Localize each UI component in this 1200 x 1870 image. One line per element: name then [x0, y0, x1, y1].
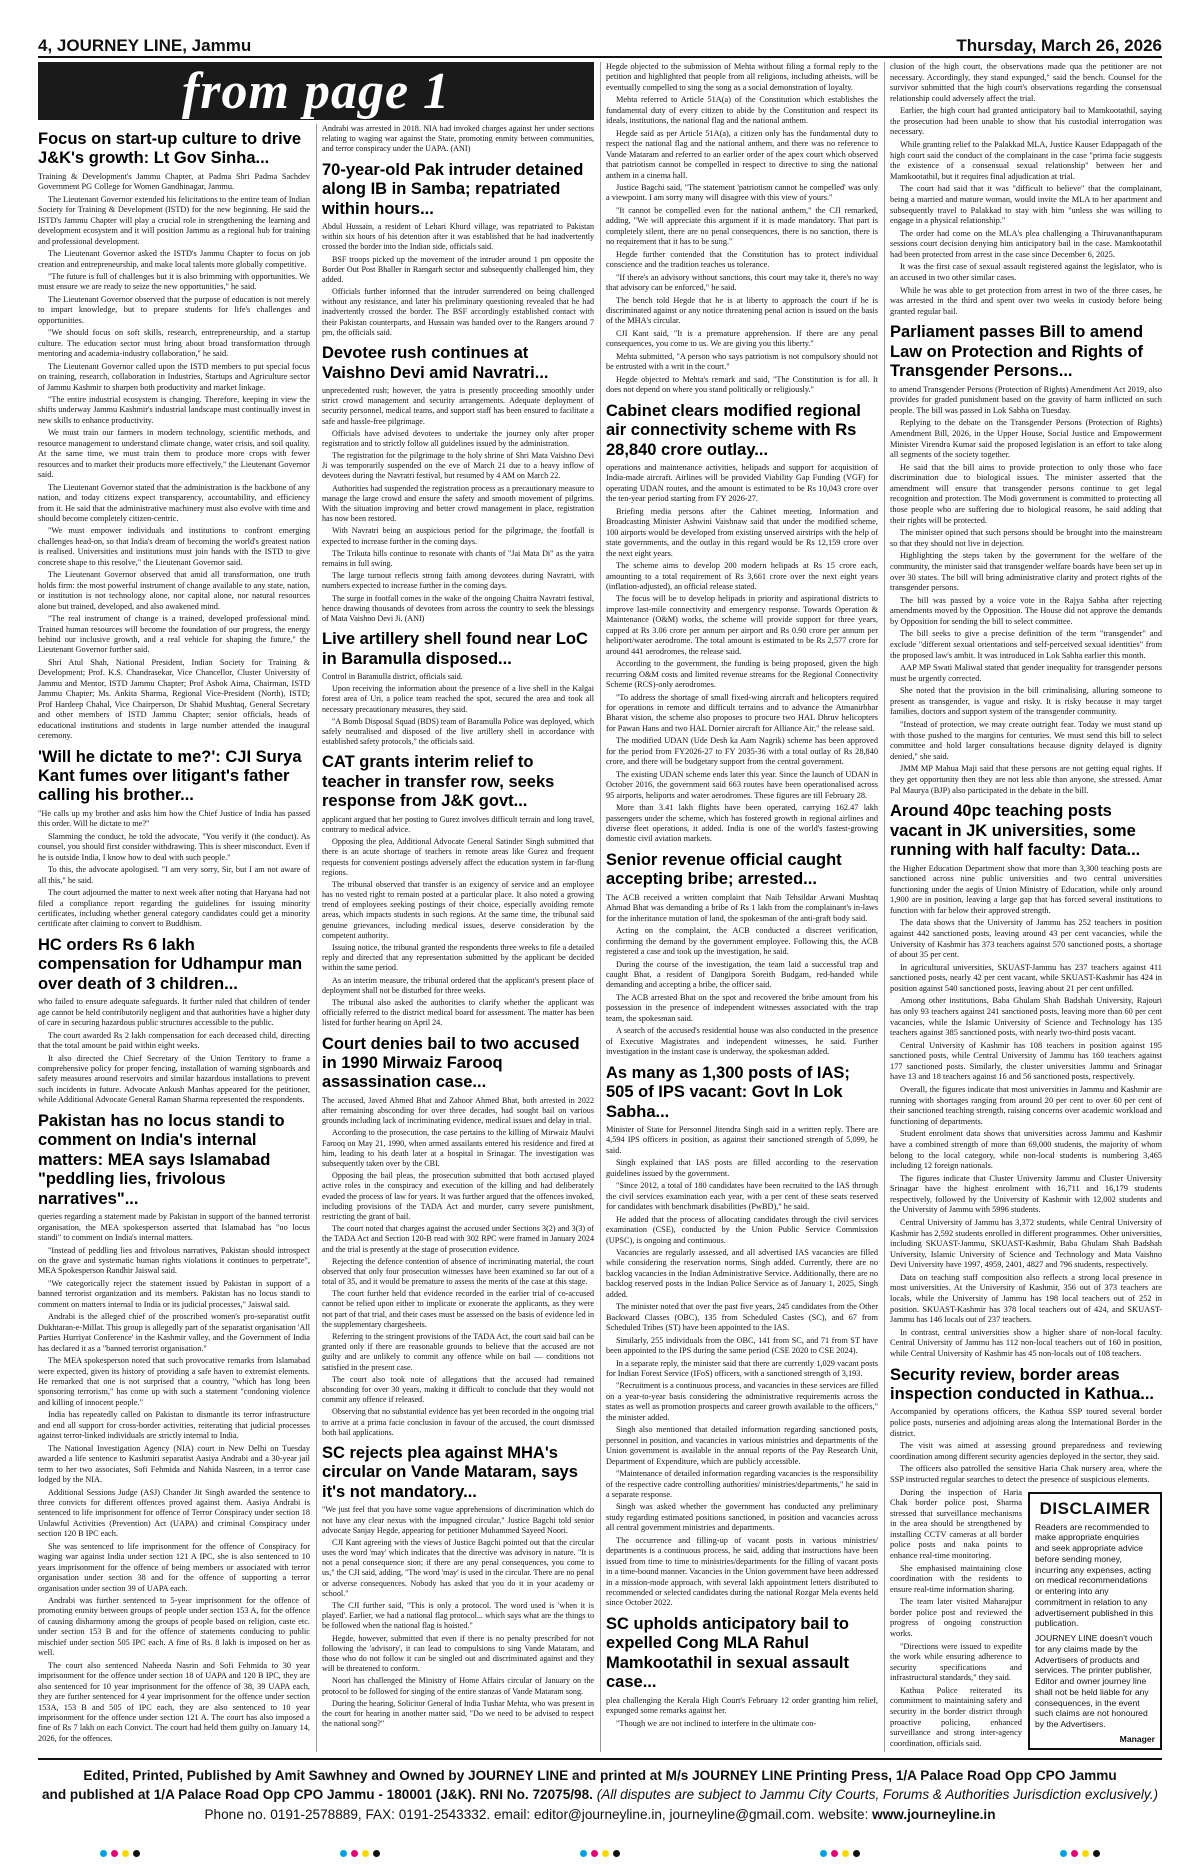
article-paragraph: The court also sentenced Naheeda Nasrin and Sofi Fehmida to 30 year imprisonment for the offence under section 18 of UAPA and 120 B IPC, they are also sentenced for 10 year imprisonment for the offence of 38, 39 UAPA each, they are further sentenced for 4 year imprisonment for the offence under section 153A, 153 B and 505 of IPC each, they are also sentenced to 10 year imprisonment for the offence under section 121 A. The court has also imposed a fine of Rs 7 lakh on each Convict. The court had held them guilty on January 14, 2026, for the offences.	[38, 1660, 310, 1743]
article-paragraph: The existing UDAN scheme ends later this year. Since the launch of UDAN in October 2016, the government said 663 routes have been operationalised across 95 airports, heliports and water aerodromes. These figures are till February 28.	[606, 769, 878, 800]
imprint-publisher: Edited, Printed, Published by Amit Sawhney and Owned by JOURNEY LINE and printed at M/s JOURNEY LINE Printing Press, 1/A Palace Road Opp CPO Jammu	[83, 1768, 1117, 1783]
article-paragraph: Briefing media persons after the Cabinet meeting, Information and Broadcasting Minister Ashwini Vaishnaw said that under the modified scheme, 100 airports would be developed from existing unserved airstrips with the help of state governments, and the outlay in this regard would be Rs 12,159 crore over the next eight years.	[606, 506, 878, 558]
article-paragraph: A search of the accused's residential house was also conducted in the presence of Executive Magistrates and independent witnesses, he said. Further investigation in the instant case is underway, the spokesman added.	[606, 1026, 878, 1057]
disclaimer-box	[1028, 1492, 1162, 1751]
article-paragraph: She emphasised maintaining close coordination with the residents to ensure real-time information sharing.	[890, 1563, 1022, 1594]
reg-mark-set	[340, 1850, 380, 1857]
article-headline: Senior revenue official caught accepting bribe; arrested...	[606, 850, 842, 889]
article-revenue-bribe	[606, 851, 878, 1058]
article-paragraph: plea challenging the Kerala High Court's February 12 order granting him relief, expunged some remarks against her.	[606, 1695, 878, 1716]
column-3	[606, 62, 878, 1752]
article-paragraph: The MEA spokesperson noted that such provocative remarks from Islamabad were expected, given its history of providing a safe haven to extremist elements. He remarked that one is not surprised that a country, "which has long been sponsoring terrorism," has come up with such a statement "condoning violence and killing of innocent people."	[38, 1356, 310, 1407]
article-paragraph: The Lieutenant Governor observed that amid all transformation, one truth holds firm: the most powerful instrument of change available to any state, nation, or institution is not technology alone, nor capital alone, nor natural resources alone but trained, developed, and also awakened mind.	[38, 570, 310, 611]
article-paragraph: Authorities had suspended the registration process as a precautionary measure to manage the large crowd and ensure the safety and smooth movement of pilgrims. With the situation improving and better crowd management in place, registration has now been restored.	[322, 483, 594, 524]
article-paragraph: operations and maintenance activities, helipads and support for acquisition of India-made aircraft. Airlines will be provided Viability Gap Funding (VGF) for operating UDAN routes, and the amount is estimated to be Rs 10,043 crore over the ten-year period starting from FY 2026-27.	[606, 463, 878, 504]
article-paragraph: "We categorically reject the statement issued by Pakistan in support of a banned terrorist organization and its members. Pakistan has no locus standi to comment on matters internal to India or its judicial processes," Jaiswal said.	[38, 1278, 310, 1309]
reg-dot-black	[613, 1850, 620, 1857]
disclaimer-text: Readers are recommended to make appropriate enquiries and seek appropriate advice before sending money, incurring any expenses, acting on medical recommendations or entering into any commitment in relation to any advertisement published in this publication.	[1035, 1521, 1153, 1629]
article-paragraph: "Recruitment is a continuous process, and vacancies in these services are filled on a year-to-year basis considering the administrative requirements across the states as well as promotion prospects and career growth available to the officers," the minister added.	[606, 1381, 878, 1422]
reg-mark-set	[100, 1850, 140, 1857]
disclaimer-text: JOURNEY LINE doesn't vouch for any claims made by the Advertisers of products and services. The printer publisher, Editor and owner journey line shall not be held liable for any consequences, in the event such claims are not honoured by the Advertisers.	[1035, 1633, 1153, 1729]
article-paragraph: The court adjourned the matter to next week after noting that Haryana had not filed a compliance report regarding the guidelines for issuing minority certificates, including whether general category candidates could get a minority certificate after claiming to convert to Buddhism.	[38, 888, 310, 929]
article-headline: 70-year-old Pak intruder detained along IB in Samba; repatriated within hours...	[322, 160, 584, 218]
imprint-contact: Phone no. 0191-2578889, FAX: 0191-2543332. email: editor@journeyline.in, journeyline@gmail.com. website:	[204, 1806, 869, 1822]
article-paragraph: He added that the process of allocating candidates through the civil services examination (CSE), conducted by the Union Public Service Commission (UPSC), is ongoing and continuous.	[606, 1214, 878, 1245]
article-paragraph: Vacancies are regularly assessed, and all advertised IAS vacancies are filled while considering the reservation norms, Singh added. Currently, there are no backlog vacancies in the Indian Administrative Service. Additionally, there are no backlog reserved posts in the Indian Police Service as of January 1, 2025, Singh added.	[606, 1247, 878, 1299]
article-paragraph: Hegde further contended that the Constitution has to protect individual conscience and the tradition teaches us tolerance.	[606, 249, 878, 270]
article-headline: Pakistan has no locus standi to comment on India's internal matters: MEA says Islamabad "peddling lies, frivolous narratives"...	[38, 1111, 285, 1208]
section-banner: from page 1	[38, 62, 594, 120]
article-paragraph: "We should focus on soft skills, research, entrepreneurship, and a startup culture. The education sector must bring about broad transformation through mentoring and academia-industry collaboration," he said.	[38, 328, 310, 359]
article-vaishno-devi	[322, 344, 594, 624]
article-paragraph: It was the first case of sexual assault registered against the legislator, who is an accused in two other similar cases.	[890, 262, 1162, 282]
article-paragraph: Upon receiving the information about the presence of a live shell in the Kalgai forest area of Uri, a police team reached the spot, secured the area and took all necessary precautionary measures, they said.	[322, 684, 594, 714]
article-paragraph: In a separate reply, the minister said that there are currently 1,029 vacant posts for Indian Forest Service (IFoS) officers, with a sanctioned strength of 3,193.	[606, 1358, 878, 1378]
reg-dot-magenta	[831, 1850, 838, 1857]
article-paragraph: India has repeatedly called on Pakistan to dismantle its terror infrastructure and end all support for cross-border activities, reiterating that judicial processes against terror-linked individuals are strictly internal to India.	[38, 1410, 310, 1441]
article-lt-gov-startup	[38, 130, 310, 742]
article-paragraph: The data shows that the University of Jammu has 252 teachers in position against 442 sanctioned posts, leaving around 43 per cent vacancies, while the University of Kashmir has 373 teachers against 570 sanctioned posts, a shortage of about 35 per cent.	[890, 918, 1162, 960]
article-paragraph: The court further held that evidence recorded in the earlier trial of co-accused cannot be relied upon either to implicate or exonerate the applicants, as they were not part of that trial, and their cases must be assessed on the basis of evidence led in the supplementary chargesheets.	[322, 1289, 594, 1329]
article-paragraph: The occurrence and filling-up of vacant posts in various ministries/ departments is a continuous process, he said, adding that instructions have been issued from time to time to ministries/departments for the filling of vacant posts in a time-bound manner. Vacancies in the Union government have been addressed in a mission-mode approach, with several lakh appointment letters distributed to recommended or selected candidates during the national Rozgar Mela events held since October 2022.	[606, 1535, 878, 1608]
article-paragraph: Central University of Jammu has 3,372 students, while Central University of Kashmir has 2,592 students enrolled in different programmes. Other universities, including SKUAST-Jammu, SKUAST-Kashmir, Baba Ghulam Shah Badshah University, Islamic University of Science and Technology and Mata Vaishno Devi University have 1997, 4959, 2401, 4827 and 796 students, respectively.	[890, 1218, 1162, 1270]
article-paragraph: Similarly, 255 individuals from the OBC, 141 from SC, and 71 from ST have been appointed to the IPS during the same period (CSE 2020 to CSE 2024).	[606, 1335, 878, 1356]
imprint-jurisdiction: (All disputes are subject to Jammu City Courts, Forums & Authorities Jurisdiction exclusively.)	[596, 1787, 1159, 1803]
article-paragraph: Slamming the conduct, he told the advocate, "You verify it (the conduct). As counsel, you should first consider withdrawing. This is sheer misconduct. Even if he is outside India, I know how to deal with such people."	[38, 831, 310, 862]
article-headline: 'Will he dictate to me?': CJI Surya Kant fumes over litigant's father calling his brother...	[38, 747, 302, 805]
article-paragraph: The Lieutenant Governor asked the ISTD's Jammu Chapter to focus on job creation and entrepreneurship, and make local talents more globally competitive.	[38, 249, 310, 269]
article-paragraph: The registration for the pilgrimage to the holy shrine of Shri Mata Vaishno Devi Ji was temporarily suspended on the eve of March 21 due to a heavy inflow of devotees during the Navratri festival, but resumed by 4 AM on March 22.	[322, 451, 594, 481]
disclaimer-title: DISCLAIMER	[1039, 1498, 1151, 1518]
reg-dot-magenta	[111, 1850, 118, 1857]
article-paragraph: BSF troops picked up the movement of the intruder around 1 pm opposite the Border Out Post Bhaller in Ramgarh sector and subsequently challenged him, they added.	[322, 254, 594, 284]
reg-dot-black	[1093, 1850, 1100, 1857]
article-headline: CAT grants interim relief to teacher in transfer row, seeks response from J&K govt...	[322, 753, 555, 811]
article-paragraph: During the inspection of Haria Chak border police post, Sharma stressed that surveillance mechanisms in the area should be strengthened by installing CCTV cameras at all border police posts and naka points to enhance real-time monitoring.	[890, 1487, 1022, 1560]
article-mea-pakistan	[38, 1112, 310, 1745]
reg-dot-cyan	[100, 1850, 107, 1857]
article-paragraph: The Lieutenant Governor called upon the ISTD members to put special focus on training, research, collaboration in Industries, Startups and Agriculture sector of Jammu Kashmir to sharpen both productivity and market linkage.	[38, 361, 310, 392]
column-rule	[884, 62, 885, 1752]
reg-mark-set	[1060, 1850, 1100, 1857]
article-paragraph: The minister noted that over the past five years, 245 candidates from the Other Backward Classes (OBC), 135 from Scheduled Castes (SC), and 67 from Scheduled Tribes (ST) have been appointed to the IAS.	[606, 1302, 878, 1333]
article-paragraph: Officials have advised devotees to undertake the journey only after proper registration and to strictly follow all guidelines issued by the administration.	[322, 428, 594, 448]
article-paragraph: Observing that no substantial evidence has yet been recorded in the ongoing trial to arrive at a prima facie conclusion in favour of the accused, the court dismissed both bail applications.	[322, 1407, 594, 1437]
article-hc-compensation	[38, 936, 310, 1106]
article-transgender-bill	[890, 323, 1162, 796]
article-vande-mataram-continued	[606, 62, 878, 396]
article-cat-relief	[322, 753, 594, 1028]
article-paragraph: "He calls up my brother and asks him how the Chief Justice of India has passed this order. Will he dictate to me?"	[38, 808, 310, 829]
article-paragraph: "Instead of peddling lies and frivolous narratives, Pakistan should introspect on the grave and systematic human rights violations it continues to perpetrate", MEA Spokesperson Randhir Jaiswal said.	[38, 1245, 310, 1276]
article-paragraph: Training & Development's Jammu Chapter, at Padma Shri Padma Sachdev Government PG College for Women Gandhinagar, Jammu.	[38, 171, 310, 192]
reg-dot-cyan	[340, 1850, 347, 1857]
article-paragraph: It also directed the Chief Secretary of the Union Territory to frame a comprehensive policy for proper fencing, installation of warning signboards and safety measures around reservoirs and similar hazardous installations to prevent such incidents in future. Advocate Ankush Manhas appeared for the petitioner, while Additional Advocate General Raman Sharma represented the respondents.	[38, 1053, 310, 1105]
article-headline: SC rejects plea against MHA's circular on Vande Mataram, says it's not mandatory...	[322, 1443, 578, 1501]
article-paragraph: CJI Kant agreeing with the views of Justice Bagchi pointed out that the circular uses the word 'may' which indicates that the directive was advisory in nature. "It is not a penal consequence sion; if there are any penal consequences, you come to us," the CJI said, adding, "The word 'may' is used in the circular. There are no penal or adverse consequences. Nobody has asked that you do it in your academy or school."	[322, 1537, 594, 1598]
article-paragraph: The court had said that it was "difficult to believe" that the complainant, being a married and mature woman, would invite the MLA to her apartment and subsequently travel to Palakkad to stay with him "unless she was willing to engage in a physical relationship."	[890, 184, 1162, 226]
article-headline: Security review, border areas inspection conducted in Kathua...	[890, 1365, 1155, 1403]
article-paragraph: The ACB received a written complaint that Naib Tehsildar Arwani Mushtaq Ahmad Bhat was demanding a bribe of Rs 1 lakh from the complainant's in-laws for the inheritance mutation of land, the spokesman of the anti-graft body said.	[606, 892, 878, 923]
article-cji-fumes	[38, 748, 310, 930]
column-1	[38, 124, 310, 1752]
article-paragraph: who failed to ensure adequate safeguards. It further ruled that children of tender age cannot be held contributorily negligent and that authorities have a higher duty of care in securing hazardous public structures accessible to the public.	[38, 997, 310, 1028]
article-paragraph: clusion of the high court, the observations made qua the petitioner are not necessary. Accordingly, they stand expunged," said the bench. Counsel for the survivor submitted that the high court's observations regarding the consensual relationship could adversely affect the trial.	[890, 62, 1162, 103]
article-paragraph: CJI Kant said, "It is a premature apprehension. If there are any penal consequences, you come to us. We are giving you this liberty."	[606, 328, 878, 349]
article-paragraph: Referring to the stringent provisions of the TADA Act, the court said bail can be granted only if there are reasonable grounds to believe that the accused are not guilty and are unlikely to commit any offence while on bail — conditions not satisfied in the present case.	[322, 1332, 594, 1372]
reg-dot-cyan	[820, 1850, 827, 1857]
article-paragraph: In contrast, central universities show a higher share of non-local faculty. Central University of Jammu has 112 non-local teachers out of 160 in position, while Central University of Kashmir has 45 non-locals out of 108 teachers.	[890, 1327, 1162, 1358]
article-mamkootathil-bail	[606, 1615, 878, 1729]
article-paragraph: According to the prosecution, the case pertains to the killing of Mirwaiz Maulvi Farooq on May 21, 1990, when armed assailants entered his residence and fired at him, leading to his death later at a hospital in Srinagar. The investigation was subsequently taken over by the CBI.	[322, 1128, 594, 1169]
article-paragraph: Data on teaching staff composition also reflects a strong local presence in most universities. At the University of Kashmir, 356 out of 373 teachers are locals, while the University of Jammu has 198 local teachers out of 252 in position. SKUAST-Kashmir has 378 local teachers out of 424, and SKUAST-Jammu has 146 locals out of 237 teachers.	[890, 1272, 1162, 1325]
article-paragraph: "Directions were issued to expedite the work while ensuring adherence to security specifications and infrastructural standards," they said.	[890, 1641, 1022, 1683]
article-paragraph: The focus will be to develop helipads in priority and aspirational districts to improve last-mile connectivity and emergency response. Towards Operation & Maintenance (O&M) works, the scheme will provide support for three years, capped at Rs 3.06 crore per annum per airport and Rs 0.90 crore per annum per heliport/water aerodrome. The total amount is estimated to be Rs 2,577 crore for around 441 aerodromes, the release said.	[606, 594, 878, 656]
article-paragraph: While he was able to get protection from arrest in two of the three cases, he was arrested in the third and spent over two weeks in custody before being granted regular bail.	[890, 285, 1162, 316]
article-paragraph: While granting relief to the Palakkad MLA, Justice Kauser Edappagath of the high court said the conduct of the complainant in the case "prima facie suggests the existence of a consensual sexual relationship" between her and Mamkootathil, but it requires final adjudication at trial.	[890, 140, 1162, 181]
article-headline: Around 40pc teaching posts vacant in JK universities, some running with half faculty: Data...	[890, 802, 1141, 860]
article-paragraph: Acting on the complaint, the ACB conducted a discreet verification, confirming the demand by the government employee. Following this, the ACB registered a case and took up the investigation, he said.	[606, 926, 878, 957]
article-paragraph: Singh was asked whether the government has conducted any preliminary study regarding estimated positions sanctioned, in position and vacancies across all central government ministries and departments.	[606, 1502, 878, 1533]
article-headline: Cabinet clears modified regional air connectivity scheme with Rs 28,840 crore outlay...	[606, 401, 861, 459]
article-paragraph: the Higher Education Department show that more than 3,300 teaching posts are sanctioned across nine public universities and two central universities functioning under the aegis of Union Ministry of Education, while only around 1,900 are in position, leaving a large gap that has forced several institutions to function with far below their approved strength.	[890, 863, 1162, 915]
article-paragraph: The scheme aims to develop 200 modern helipads at Rs 15 crore each, amounting to a total requirement of Rs 3,661 crore over the next eight years (inflation-adjusted), an official release stated.	[606, 561, 878, 591]
reg-dot-yellow	[362, 1850, 369, 1857]
article-paragraph: "We just feel that you have some vague apprehensions of discrimination which do not have any clear nexus with the impugned circular," Justice Bagchi told senior advocate Sanjay Hegde, appearing for petitioner Muhammed Sayeed Noori.	[322, 1505, 594, 1535]
article-udan-scheme	[606, 402, 878, 845]
article-headline: HC orders Rs 6 lakh compensation for Udhampur man over death of 3 children...	[38, 935, 303, 993]
article-headline: Court denies bail to two accused in 1990 Mirwaiz Farooq assassination case...	[322, 1034, 580, 1092]
article-paragraph: The surge in footfall comes in the wake of the ongoing Chaitra Navratri festival, hence drawing thousands of devotees from across the country to seek the blessings of Mata Vaishno Devi Ji. (ANI)	[322, 593, 594, 623]
article-paragraph: Highlighting the steps taken by the government for the welfare of the community, the minister said that transgender welfare boards have been set up in over 30 states. The bill will bring administrative clarity and protect rights of the transgender persons.	[890, 551, 1162, 593]
article-pak-intruder	[322, 161, 594, 338]
reg-dot-black	[373, 1850, 380, 1857]
article-paragraph: Andrabi was further sentenced to 5-year imprisonment for the offence of promoting enmity between groups of people under section 153 A, for the offence of causing disharmony among the groups of people based on religion, caste etc. under section 153 B and for the offence of statements conducing to public mischief under section 505 IPC each. A fine of Rs. 8 lakh is imposed on her as well.	[38, 1596, 310, 1658]
article-paragraph: During the course of the investigation, the team laid a successful trap and caught Bhat, a resident of Dangipora Soreith Budgam, red-handed while demanding and accepting a bribe, the officer said.	[606, 959, 878, 990]
article-paragraph: The CJI further said, "This is only a protocol. The word used is 'when it is played'. Earlier, we had a national flag protocol... which says what are the things to be followed when the national flag is hoisted."	[322, 1601, 594, 1631]
reg-dot-black	[133, 1850, 140, 1857]
article-paragraph: The large turnout reflects strong faith among devotees during Navratri, with numbers expected to increase further in the coming days.	[322, 571, 594, 591]
article-paragraph: "The future is full of challenges but it is also brimming with opportunities. We must ensure we are ready to seize the new opportunities," he said.	[38, 272, 310, 292]
article-paragraph: Rejecting the defence contention of absence of incriminating material, the court observed that only four prosecution witnesses have been examined so far out of a total of 35, and it would be premature to assess the merits of the case at this stage.	[322, 1256, 594, 1287]
article-paragraph: Control in Baramulla district, officials said.	[322, 672, 463, 682]
article-paragraph: We must train our farmers in modern technology, scientific methods, and resource management to understand climate change, water crisis, and soil quality. At the same time, we must train them to produce more crops with fewer resources and to market their products more effectively," the Lieutenant Governor said.	[38, 428, 310, 480]
article-paragraph: Noori has challenged the Ministry of Home Affairs circular of January on the protocol to be followed for singing of the entire stanzas of Vande Mataram song.	[322, 1676, 594, 1696]
article-paragraph: She was sentenced to life imprisonment for the offence of Conspiracy for waging war against India under section 121 A IPC, she is also sentenced to 10 years imprisonment for the offence of being members or associated with terror organisation under section 38 and for the offence of supporting a terror organisation under section 39 of UAPA each.	[38, 1541, 310, 1593]
article-paragraph: JMM MP Mahua Maji said that these persons are not getting equal rights. If they get opportunity then they are not less able than anyone, she stressed. Amar Pal Maurya (BJP) also participated in the debate in the bill.	[890, 764, 1162, 795]
article-mamkootathil-continued	[890, 62, 1162, 317]
article-paragraph: "It cannot be compelled even for the national anthem," the CJI remarked, adding, "We will appreciate this argument if it is made mandatory. That part is completely silent, there are no penal consequences, there is no sanction, there is no requirement that it has to be sung."	[606, 205, 878, 247]
article-paragraph: Mehta submitted, "A person who says patriotism is not compulsory should not be entrusted with a writ in the court."	[606, 351, 878, 372]
article-artillery-shell	[322, 630, 594, 747]
article-paragraph: With Navratri being an auspicious period for the pilgrimage, the footfall is expected to increase further in the coming days.	[322, 526, 594, 546]
article-paragraph: "Though we are not inclined to interfere in the ultimate con-	[616, 1718, 817, 1728]
imprint-address: and published at 1/A Palace Road Opp CPO Jammu - 180001 (J&K). RNI No. 72075/98.	[41, 1787, 593, 1803]
article-paragraph: "Instead of protection, we may create outright fear. Today we must stand up with those pushed to the margins for centuries. We must send this bill to select committee and hold larger consultations because dignity delayed is dignity denied," she said.	[890, 720, 1162, 761]
article-paragraph: During the hearing, Solicitor General of India Tushar Mehta, who was present in the court for hearing in another matter said, "Do we need to be advised to respect the national song?"	[322, 1698, 594, 1729]
article-paragraph: Mehta referred to Article 51A(a) of the Constitution which establishes the fundamental duty of every citizen to abide by the Constitution and respect its ideals, institutions, the national flag and the national anthem.	[606, 95, 878, 126]
page-folio	[38, 28, 1162, 58]
article-paragraph: The figures indicate that Cluster University Jammu and Cluster University Srinagar have the highest enrolment with 16,711 and 16,179 students respectively, followed by the University of Kashmir with 12,002 students and the University of Jammu with 5996 students.	[890, 1173, 1162, 1215]
article-paragraph: The accused, Javed Ahmed Bhat and Zahoor Ahmed Bhat, both arrested in 2022 after remaining absconding for over three decades, had sought bail on various grounds including lack of incriminating evidence, medical issues and delay in trial.	[322, 1095, 594, 1126]
reg-dot-yellow	[122, 1850, 129, 1857]
article-paragraph: Andrabi is the alleged chief of the proscribed women's pro-separatist outfit Dukhtaran-e-Millat. This group is allegedly part of the separatist organisation 'All Parties Hurriyat Conference' in the Kashmir valley, and the Government of India has declared it as a "banned terrorist organisation."	[38, 1312, 310, 1353]
article-headline: Focus on start-up culture to drive J&K's growth: Lt Gov Sinha...	[38, 130, 302, 168]
article-paragraph: Among other institutions, Baba Ghulam Shah Badshah University, Rajouri has only 93 teachers against 241 sanctioned posts, leaving more than 60 per cent vacancies, while the Islamic University of Science and Technology has 135 teachers against 385 sanctioned posts, with nearly two-third posts vacant.	[890, 996, 1162, 1038]
article-paragraph: The tribunal observed that transfer is an exigency of service and an employee has no vested right to remain posted at a particular place. It also noted a growing trend of employees seeking postings of their choice, especially avoiding remote areas, which impacts students in such regions. At the same time, the tribunal said genuine grievances, including medical issues, deserve consideration by the competent authority.	[322, 879, 594, 940]
article-paragraph: unprecedented rush; however, the yatra is presently proceeding smoothly under strict crowd management and security arrangements. Adequate deployment of security personnel, medical teams, and support staff has been ensured to facilitate a safe and hassle-free pilgrimage.	[322, 385, 594, 426]
article-paragraph: The Lieutenant Governor extended his felicitations to the entire team of Indian Society for Training & Development (ISTD) for the new beginning. He said the ISTD's Jammu Chapter will play a crucial role in strengthening the learning and development ecosystem and it will position Jammu as a regional hub for training and professional development.	[38, 194, 310, 246]
column-2	[322, 124, 594, 1752]
article-paragraph: She noted that the provision in the bill criminalising, alluring someone to present as transgender, is vague and risky. It is risky because it may target families, doctors and support system of the transgender community.	[890, 686, 1162, 717]
article-paragraph: "Since 2012, a total of 180 candidates have been recruited to the IAS through the civil services examination each year, with a per cent of these seats reserved for candidates with benchmark disabilities (PwBD)," he said.	[606, 1181, 878, 1212]
article-paragraph: As an interim measure, the tribunal ordered that the applicant's present place of deployment shall not be disturbed for three weeks.	[322, 975, 594, 995]
reg-mark-set	[820, 1850, 860, 1857]
article-paragraph: To this, the advocate apologised. "I am very sorry, Sir, but I am not aware of all this," he said.	[38, 865, 310, 885]
article-paragraph: Kathua Police reiterated its commitment to maintaining safety and security in the border district through proactive policing, enhanced surveillance and strong inter-agency coordination, officials said.	[890, 1685, 1022, 1748]
article-paragraph: The minister opined that such persons should be brought into the mainstream so that they should not live in dejection.	[890, 528, 1162, 548]
article-paragraph: The court also took note of allegations that the accused had remained absconding for over 30 years, making it difficult to conclude that they would not commit any offence if released.	[322, 1374, 594, 1405]
reg-dot-cyan	[1060, 1850, 1067, 1857]
imprint-line	[38, 1758, 1162, 1834]
article-paragraph: The ACB arrested Bhat on the spot and recovered the bribe amount from his possession in the presence of independent witnesses associated with the trap team, the spokesman said.	[606, 992, 878, 1023]
reg-mark-set	[580, 1850, 620, 1857]
reg-dot-magenta	[1071, 1850, 1078, 1857]
article-paragraph: Singh explained that IAS posts are filled according to the reservation guidelines issued by the government.	[606, 1158, 878, 1178]
article-paragraph: Abdul Hussain, a resident of Lehari Khurd village, was repatriated to Pakistan within six hours of his detention after it was established that he had inadvertently crossed the border into the Indian side, officials said.	[322, 221, 594, 252]
article-paragraph: Earlier, the high court had granted anticipatory bail to Mamkootathil, saying the prosecution had been unable to show that his custodial interrogation was necessary.	[890, 106, 1162, 137]
article-headline: As many as 1,300 posts of IAS; 505 of IPS vacant: Govt In Lok Sabha...	[606, 1063, 850, 1121]
article-paragraph: Additional Sessions Judge (ASJ) Chander Jit Singh awarded the sentence to three convicts for different offences proved against them. Aasiya Andrabi is sentenced to life imprisonment for offence of Terror Conspiracy under section 18 Unlawful Activities (Prevention) Act (UAPA) and criminal Conspiracy under section 120 B IPC each.	[38, 1487, 310, 1539]
article-paragraph: AAP MP Swati Maliwal stated that gender inequality for transgender persons must be urgently corrected.	[890, 663, 1162, 683]
article-paragraph: The tribunal also asked the authorities to clarify whether the applicant was officially referred to the district medical board for assessment. The matter has been listed for further hearing on April 24.	[322, 997, 594, 1028]
disclaimer-signature: Manager	[1119, 1733, 1155, 1744]
article-headline: Parliament passes Bill to amend Law on Protection and Rights of Transgender Persons...	[890, 323, 1144, 381]
article-vande-mataram	[322, 1444, 594, 1729]
article-paragraph: The Trikuta hills continue to resonate with chants of "Jai Mata Di" as the yatra remains in full swing.	[322, 548, 594, 568]
article-paragraph: The Lieutenant Governor stated that the administration is the backbone of any nation, and today citizens expect transparency, accountability, and efficiency from it. He said that the administrative machinery must also evolve with time and should become completely citizen-centric.	[38, 482, 310, 523]
article-paragraph: Accompanied by operations officers, the Kathua SSP toured several border police posts, nurseries and adjoining areas along the International Border in the district.	[890, 1407, 1162, 1438]
article-paragraph: The bill seeks to give a precise definition of the term "transgender" and exclude "different sexual orientations and self-perceived sexual identities" from the proposed law's ambit. It was introduced in Lok Sabha earlier this month.	[890, 629, 1162, 660]
article-mirwaiz-bail	[322, 1035, 594, 1438]
reg-dot-cyan	[580, 1850, 587, 1857]
folio-page-name: 4, JOURNEY LINE, Jammu	[38, 36, 252, 55]
article-paragraph: Shri Atul Shah, National President, Indian Society for Training & Development; Prof. K.S. Chandrasekar, Vice Chancellor, Cluster University of Jammu and Mentor, ISTD Jammu Chapter; Prof Ashok Aima, Chairman, ISTD Jammu Chapter; Ms. Ankita Sharma, Regional Vice-President (North), ISTD; Prof Hardeep Chahal, Vice Chairperson, Dr Shahid Mushtaq, General Secretary and other members of ISTD Jammu Chapter; senior officials, heads of educational institutions and students in large number attended the inaugural ceremony.	[38, 657, 310, 741]
column-4	[890, 62, 1162, 1752]
article-paragraph: The visit was aimed at assessing ground preparedness and reviewing coordination among different security agencies deployed in the sector, they said.	[890, 1441, 1162, 1461]
article-paragraph: Hegde objected to the submission of Mehta without filing a formal reply to the petition and highlighted that people from all religions, including atheists, will be eventually compelled to sing the song as a social demonstration of loyalty.	[606, 62, 878, 92]
article-paragraph: to amend Transgender Persons (Protection of Rights) Amendment Act 2019, also provides for graded punishment based on the gravity of harm inflicted on such people. The bill was passed in Lok Sabha on Tuesday.	[890, 384, 1162, 415]
reg-dot-magenta	[351, 1850, 358, 1857]
article-paragraph: "The real instrument of change is a trained, developed professional mind. Trained human resources will become the foundation of our progress, the energy behind our inclusive growth, and a real vehicle for shaping the future," the Lieutenant Governor further said.	[38, 614, 310, 655]
article-paragraph: Replying to the debate on the Transgender Persons (Protection of Rights) Amendment Bill, 2026, in the Upper House, Social Justice and Empowerment Minister Virendra Kumar said the proposed legislation is an effort to take along all segments of the society together.	[890, 418, 1162, 460]
article-paragraph: The National Investigation Agency (NIA) court in New Delhi on Tuesday awarded a life sentence to Kashmiri separatist Aasiya Andrabi and a 30-year jail term to her two associates, Sofi Fehmida and Nahida Nasreen, in a terror case lodged by the NIA.	[38, 1443, 310, 1485]
article-paragraph: Issuing notice, the tribunal granted the respondents three weeks to file a detailed reply and directed that any representation submitted by the applicant be decided within the same period.	[322, 943, 594, 973]
article-paragraph: The order had come on the MLA's plea challenging a Thiruvananthapuram sessions court decision denying him anticipatory bail in the case. Mamkootathil had been protected from arrest in the case since December 6, 2025.	[890, 228, 1162, 259]
reg-dot-yellow	[1082, 1850, 1089, 1857]
article-paragraph: More than 3.41 lakh flights have been operated, carrying 162.47 lakh passengers under the scheme, which has fostered growth in regional airlines and diverse fleet operations, it added. India is one of the world's fastest-growing domestic civil aviation markets.	[606, 803, 878, 844]
article-paragraph: In agricultural universities, SKUAST-Jammu has 237 teachers against 411 sanctioned posts, nearly 42 per cent vacant, while SKUAST-Kashmir has 424 in position against 540 sanctioned posts, leaving about 21 per cent unfilled.	[890, 962, 1162, 993]
article-paragraph: The team later visited Maharajpur border police post and reviewed the progress of ongoing construction works.	[890, 1597, 1022, 1639]
article-paragraph: Justice Bagchi said, "The statement 'patriotism cannot be compelled' was only a viewpoint. I am sorry many will disagree with this view of yours."	[606, 182, 878, 203]
article-paragraph: Student enrolment data shows that universities across Jammu and Kashmir have a combined strength of more than 69,000 students, the majority of whom belong to the local category, while non-local students is numbering 3,465 including 12 foreign nationals.	[890, 1129, 1162, 1171]
article-paragraph: Singh also mentioned that detailed information regarding sanctioned posts, personnel in position, and vacancies in various ministries and departments of the Union government is available in the annual reports of the Pay Research Unit, Department of Expenditure, which are publicly accessible.	[606, 1425, 878, 1466]
article-paragraph: The modified UDAN (Ude Desh ka Aam Nagrik) scheme has been approved for the period from FY2026-27 to FY 2035-36 with a total outlay of Rs 28,840 crore, and there will be budgetary support from the central government.	[606, 736, 878, 767]
article-paragraph: The bill was passed by a voice vote in the Rajya Sabha after rejecting amendments moved by the Opposition. The House did not approve the demands by Opposition for sending the bill to select committee.	[890, 595, 1162, 626]
article-headline: Devotee rush continues at Vaishno Devi amid Navratri...	[322, 344, 549, 382]
article-paragraph: "The entire industrial ecosystem is changing. Therefore, keeping in view the shifts underway Jammu Kashmir's industrial landscape must continually invest in new skills to enhance productivity.	[38, 395, 310, 425]
article-paragraph: He said that the bill aims to provide protection to only those who face discrimination due to biological issues. The minister asserted that the amendment will ensure that transgender persons continue to get legal recognition and protection. The Modi government is committed to protecting all those people who are suffering due to biological reasons, he said adding that their rights will be protected.	[890, 462, 1162, 525]
article-headline: SC upholds anticipatory bail to expelled Cong MLA Rahul Mamkootathil in sexual assault case...	[606, 1614, 849, 1692]
column-rule	[600, 62, 601, 1752]
reg-dot-black	[853, 1850, 860, 1857]
article-paragraph: "A Bomb Disposal Squad (BDS) team of Baramulla Police was deployed, which safely neutralised and disposed of the live artillery shell in accordance with established safety protocols," the officials said.	[322, 716, 594, 747]
reg-dot-yellow	[602, 1850, 609, 1857]
article-paragraph: According to the government, the funding is being proposed, given the high recurring O&M costs and limited revenue streams for the Regional Connectivity Scheme (RCS)-only aerodromes.	[606, 659, 878, 690]
article-university-vacancies	[890, 802, 1162, 1359]
article-paragraph: The bench told Hegde that he is at liberty to approach the court if he is discriminated against or any notice threatening penal action is issued on the basis of the MHA's circular.	[606, 295, 878, 326]
article-paragraph: "We must empower individuals and institutions to confront emerging challenges head-on, so that India's dream of becoming the world's greatest nation is realised. Universities and institutions must join hands with the ISTD to give concrete shape to this resolve," the Lieutenant Governor said.	[38, 526, 310, 567]
article-paragraph: Overall, the figures indicate that most universities in Jammu and Kashmir are running with shortages ranging from around 20 per cent to over 60 per cent of their sanctioned teaching strength, raising concerns over academic workload and functioning of departments.	[890, 1085, 1162, 1126]
article-paragraph: Minister of State for Personnel Jitendra Singh said in a written reply. There are 4,594 IPS officers in position, as against their sanctioned strength of 5,099, he said.	[606, 1125, 878, 1155]
article-paragraph: Opposing the plea, Additional Advocate General Satinder Singh submitted that there is an acute shortage of teachers in remote areas like Gurez and frequent requests for convenient postings adversely affect the education system in far-flung regions.	[322, 837, 594, 877]
article-andrabi-continued	[322, 124, 594, 155]
article-paragraph: Hegde, however, submitted that even if there is no penalty prescribed for not following the 'advisory', it can lead to compulsions to sing Vande Mataram, and those who do not follow it can be singled out and discriminated against and they will be threatened to conform.	[322, 1633, 594, 1674]
reg-dot-yellow	[842, 1850, 849, 1857]
article-ias-ips-vacancies	[606, 1064, 878, 1609]
article-paragraph: The Lieutenant Governor observed that the purpose of education is not merely to impart knowledge, but to prepare students for life's challenges and opportunities.	[38, 294, 310, 325]
article-paragraph: "Maintenance of detailed information regarding vacancies is the responsibility of the respective cadre controlling authorities/ ministries/departments," he said in a separate response.	[606, 1469, 878, 1499]
article-headline: Live artillery shell found near LoC in Baramulla disposed...	[322, 630, 588, 668]
article-paragraph: applicant argued that her posting to Gurez involves difficult terrain and long travel, contrary to medical advice.	[322, 814, 594, 834]
article-paragraph: Central University of Kashmir has 108 teachers in position against 195 sanctioned posts, while Central University of Jammu has 160 teachers against 177 sanctioned posts. Similarly, the cluster universities Jammu and Srinagar have 13 and 18 teachers against 16 and 56 sanctioned posts, respectively.	[890, 1040, 1162, 1082]
article-paragraph: queries regarding a statement made by Pakistan in support of the banned terrorist organisation, the MEA spokesperson asserted that Islamabad has "no locus standi" to comment on India's internal matters.	[38, 1212, 310, 1243]
article-paragraph: The officers also patrolled the sensitive Haria Chak nursery area, where the SSP instructed regular searches to detect the presence of suspicious elements.	[890, 1464, 1162, 1484]
article-paragraph: Andrabi was arrested in 2018. NIA had invoked charges against her under sections relating to waging war against the State, promoting enmity between communities, and terror conspiracy under the UAPA. (ANI)	[322, 124, 594, 154]
registration-marks	[0, 1846, 1200, 1860]
article-paragraph: The court noted that charges against the accused under Sections 3(2) and 3(3) of the TADA Act and Section 120-B read with 302 RPC were framed in January 2024 and the trial is presently at the stage of prosecution evidence.	[322, 1224, 594, 1254]
column-rule	[316, 124, 317, 1752]
article-paragraph: Opposing the bail pleas, the prosecution submitted that both accused played active roles in the conspiracy and execution of the killing and had deliberately evaded the process of law for years. It was further argued that the offences invoked, including provisions of the TADA Act and murder, carry severe punishment, restricting the grant of bail.	[322, 1171, 594, 1221]
article-paragraph: Officials further informed that the intruder surrendered on being challenged without any resistance, and later his preliminary questioning revealed that he had inadvertently crossed the border. The BSF accordingly established contact with their Pakistan counterparts, and Hussain was handed over to the Rangers around 7 pm, the officials said.	[322, 287, 594, 337]
article-kathua-security	[890, 1366, 1162, 1750]
article-paragraph: "If there's an advisory without sanctions, this court may take it, there's no way that advisory can be enforced," he said.	[606, 272, 878, 293]
article-paragraph: Hegde said as per Article 51A(a), a citizen only has the fundamental duty to respect the national flag and the national anthem, and there was no reference to Vande Mataram and referred to an earlier order of the apex court which observed that patriotism cannot be compelled in respect to directive to sing the national anthem in a cinema hall.	[606, 128, 878, 180]
folio-date: Thursday, March 26, 2026	[956, 36, 1162, 55]
article-paragraph: "To address the shortage of small fixed-wing aircraft and helicopters required for operations in remote and difficult terrains and to advance the Atmanirbhar Bharat vision, the scheme also proposes to procure two HAL Dhruv helicopters for Pawan Hans and two HAL Dornier aircraft for Alliance Air," the release said.	[606, 692, 878, 733]
imprint-website: www.journeyline.in	[872, 1806, 996, 1822]
article-paragraph: The court awarded Rs 2 lakh compensation for each deceased child, directing that the total amount be paid within eight weeks.	[38, 1030, 310, 1051]
reg-dot-magenta	[591, 1850, 598, 1857]
article-paragraph: Hegde objected to Mehta's remark and said, "The Constitution is for all. It does not depend on where you stand politically or religiously."	[606, 374, 878, 395]
